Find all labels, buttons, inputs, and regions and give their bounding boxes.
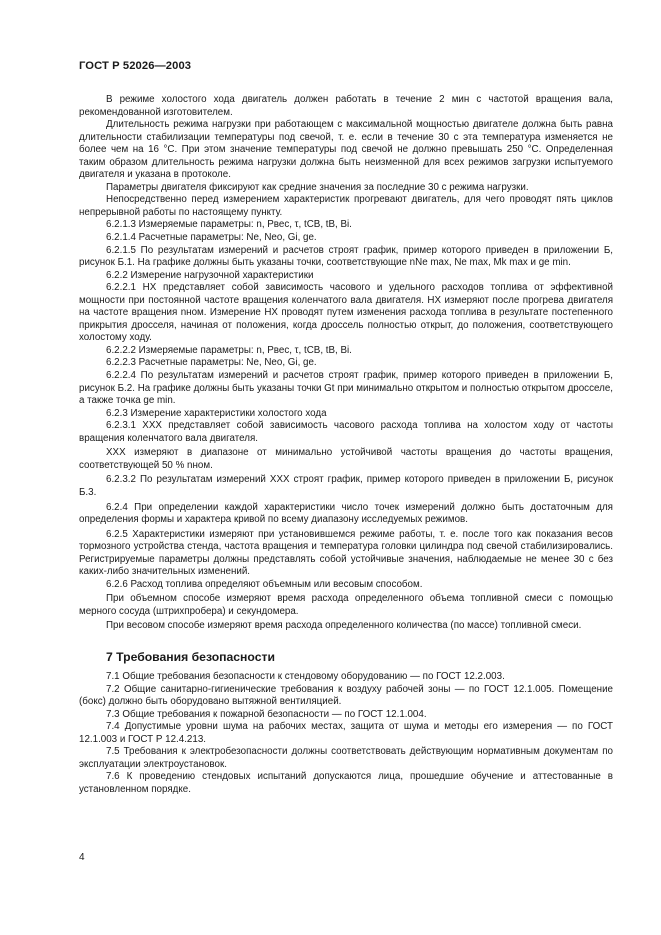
clause-6-2-1-4: 6.2.1.4 Расчетные параметры: Ne, Neo, Gi, ge. [106,232,317,244]
clause-6-2-3-2: 6.2.3.2 По результатам измерений ХХХ строят график, пример которого приведен в приложении Б, рисунок Б.3. [79,474,613,498]
clause-6-2-4: 6.2.4 При определении каждой характеристики число точек измерений должно быть достаточным для определения формы и характера кривой по всему диапазону исследуемых режимов. [79,501,613,526]
paragraph-parameters-averaged: Параметры двигателя фиксируют как средние значения за последние 30 с режима нагрузки. [106,181,529,193]
clause-6-2-3-1: 6.2.3.1 ХХХ представляет собой зависимость часового расхода топлива на холостом ходу от частоты вращения коленчатого вала двигателя. [79,420,613,444]
clause-7-3: 7.3 Общие требования к пожарной безопасности — по ГОСТ 12.1.004. [106,708,427,720]
clause-6-2-2-3: 6.2.2.3 Расчетные параметры: Ne, Neo, Gi, ge. [106,357,317,369]
clause-7-4: 7.4 Допустимые уровни шума на рабочих местах, защита от шума и методы его измерения — по ГОСТ 12.1.003 и ГОСТ Р 12.4.213. [79,721,613,745]
section-7-title: 7 Требования безопасности [106,649,275,664]
document-body [79,94,613,796]
clause-6-2-2-2: 6.2.2.2 Измеряемые параметры: n, Pвес, τ, tCB, tB, Bi. [106,344,352,356]
paragraph-xxx-range: ХХХ измеряют в диапазоне от минимально устойчивой частоты вращения до частоты вращения, соответствующей 50 % nном. [79,447,613,471]
clause-7-2: 7.2 Общие санитарно-гигиенические требования к воздуху рабочей зоны — по ГОСТ 12.1.005. Помещение (бокс) должно быть оборудовано вытяжной вентиляцией. [79,683,613,708]
paragraph-idle-mode: В режиме холостого хода двигатель должен работать в течение 2 мин с частотой вращения вала, рекомендованной изготовителем. [79,94,613,118]
clause-6-2-1-5: 6.2.1.5 По результатам измерений и расчетов строят график, пример которого приведен в приложении Б, рисунок Б.1. На графике должны быть указаны точки, соответствующие nNe max, Ne max, Mk max и ge min. [79,244,613,269]
clause-6-2-3: 6.2.3 Измерение характеристики холостого хода [106,407,327,419]
clause-6-2-1-3: 6.2.1.3 Измеряемые параметры: n, Pвес, τ, tCB, tB, Bi. [106,219,352,231]
clause-6-2-6: 6.2.6 Расход топлива определяют объемным или весовым способом. [106,578,423,590]
paragraph-warmup: Непосредственно перед измерением характеристик прогревают двигатель, для чего проводят пять циклов непрерывной работы по настоящему пункту. [79,194,613,218]
paragraph-volumetric-method: При объемном способе измеряют время расхода определенного объема топливной смеси с помощью мерного сосуда (штрихпробера) и секундомера. [79,593,613,617]
clause-7-6: 7.6 К проведению стендовых испытаний допускаются лица, прошедшие обучение и аттестованные в установленном порядке. [79,771,613,795]
paragraph-weight-method: При весовом способе измеряют время расхода определенного количества (по массе) топливной смеси. [106,620,582,632]
clause-7-5: 7.5 Требования к электробезопасности должны соответствовать действующим нормативным документам по эксплуатации электроустановок. [79,746,613,770]
clause-7-1: 7.1 Общие требования безопасности к стендовому оборудованию — по ГОСТ 12.2.003. [106,670,505,682]
paragraph-load-duration: Длительность режима нагрузки при работающем с максимальной мощностью двигателе должна быть равна длительности стабилизации температуры под свечой, т. е. если в течение 30 с эта температура изменяется не более чем на 16 °С. При этом значение температуры под свечой не должно превышать 250 °С. Определенная таким образом длительность режима нагрузки должна быть неизменной для всех режимов загрузки испытуемого двигателя и указана в протоколе. [79,119,613,181]
clause-6-2-5: 6.2.5 Характеристики измеряют при установившемся режиме работы, т. е. после того как показания весов тормозного устройства стенда, частота вращения и температура головки цилиндра под свечой стабилизировались. Регистрируемые параметры должны представлять собой устойчивые значения, наблюдаемые не менее 30 с без каких-либо значительных изменений. [79,528,613,578]
document-code-header: ГОСТ Р 52026—2003 [79,60,192,72]
page-number: 4 [79,852,85,863]
clause-6-2-2-1: 6.2.2.1 НХ представляет собой зависимость часового и удельного расходов топлива от эффективной мощности при постоянной частоте вращения коленчатого вала двигателя. НХ измеряют после прогрева двигателя на частоте вращения nном. Измерение НХ проводят путем изменения расхода топлива в результате постепенного прикрытия дросселя, начиная от положения, когда дроссель полностью открыт, до положения, соответствующего холостому ходу. [79,282,613,344]
clause-6-2-2-4: 6.2.2.4 По результатам измерений и расчетов строят график, пример которого приведен в приложении Б, рисунок Б.2. На графике должны быть указаны точки Gt при минимально открытом и полностью открытом дросселе, а также точка ge min. [79,370,613,407]
clause-6-2-2: 6.2.2 Измерение нагрузочной характеристики [106,269,314,281]
